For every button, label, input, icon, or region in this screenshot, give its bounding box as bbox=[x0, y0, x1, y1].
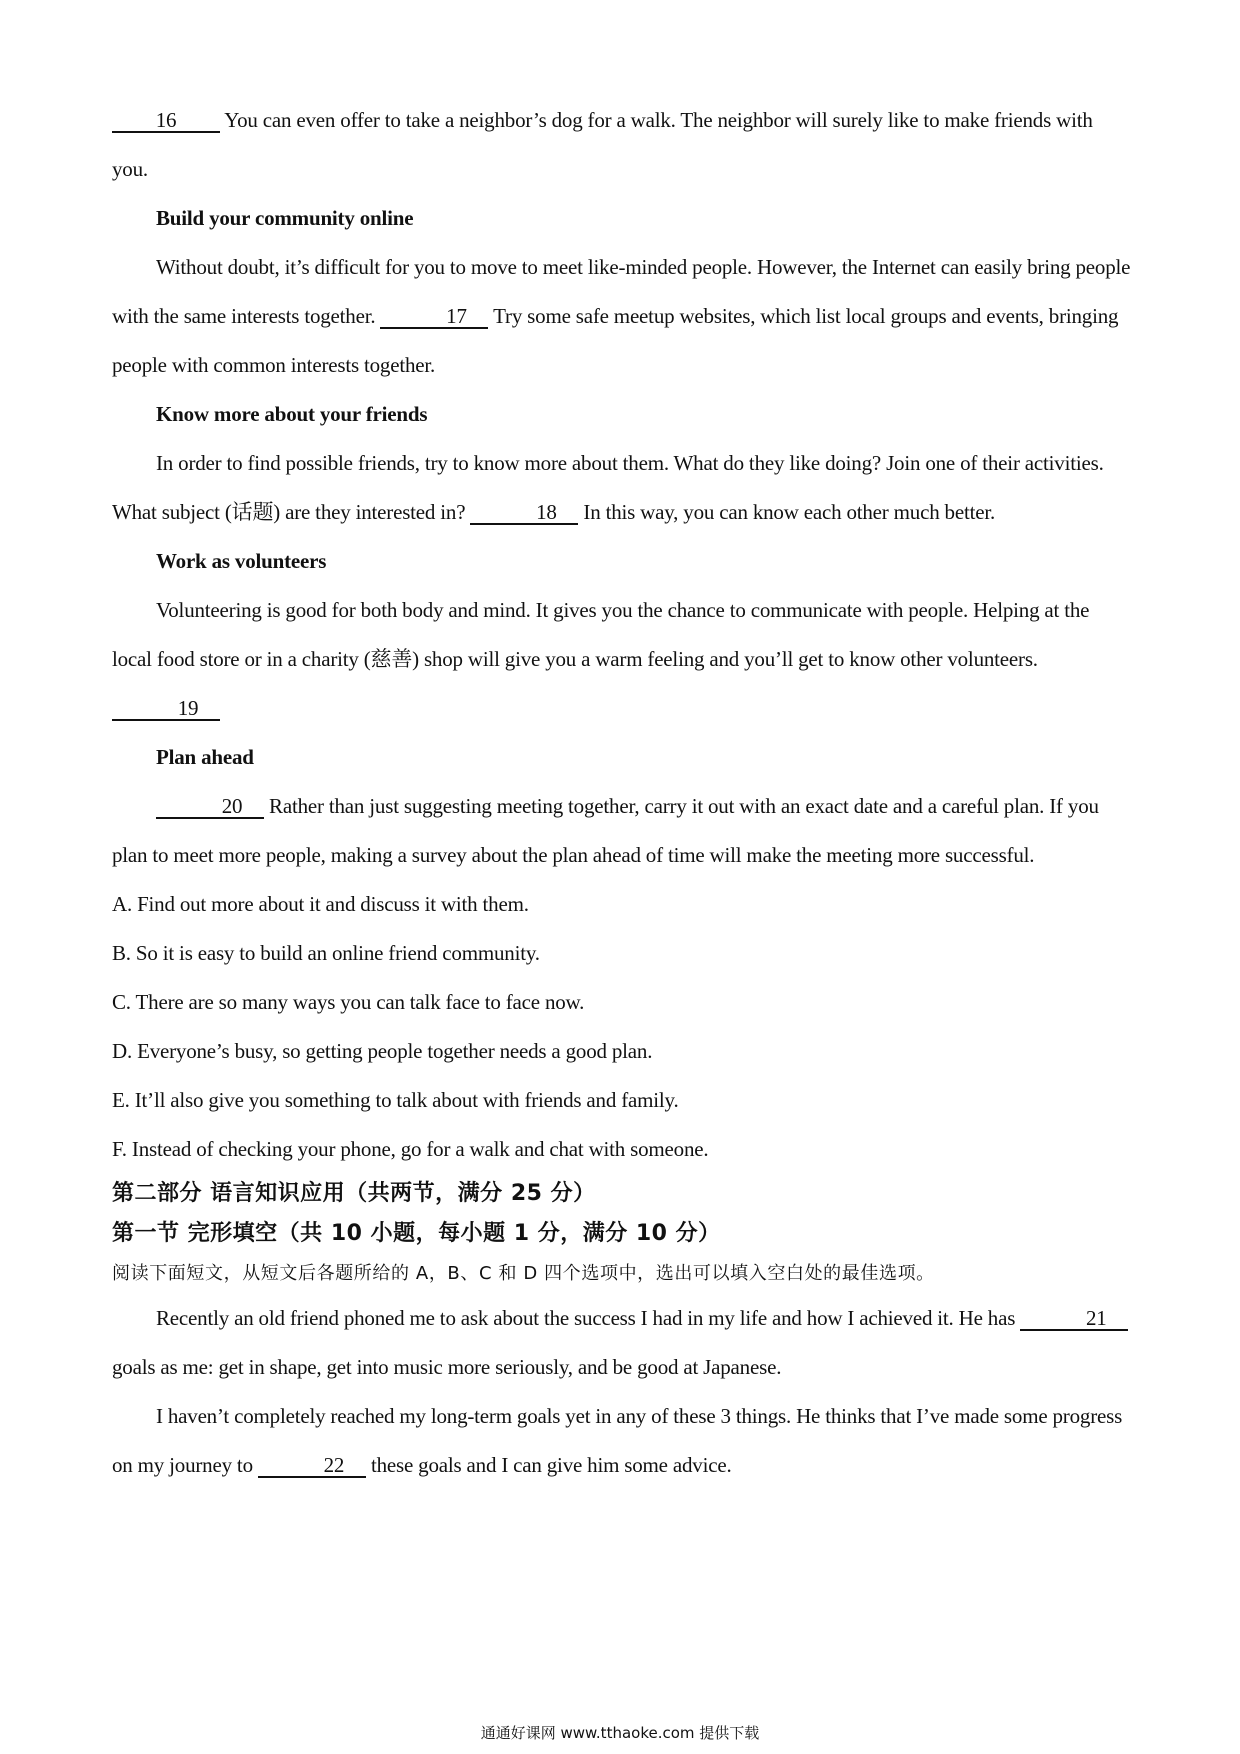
heading-know-friends: Know more about your friends bbox=[156, 402, 428, 426]
paragraph-text: Try some safe meetup websites, which list local groups and events, bringing people with common interests together. bbox=[112, 304, 1119, 377]
answer-blank-22[interactable]: 22 bbox=[258, 1454, 366, 1478]
options-list bbox=[112, 880, 1132, 1174]
paragraph-text: In order to find possible friends, try to know more about them. What do they like doing? Join one of their activities. What subject (话题) are they interested in? bbox=[112, 451, 1104, 524]
paragraph-text: Rather than just suggesting meeting together, carry it out with an exact date and a careful plan. If you plan to meet more people, making a survey about the plan ahead of time will make the meeting more successful. bbox=[112, 794, 1099, 867]
option-c: C. There are so many ways you can talk face to face now. bbox=[112, 990, 585, 1014]
option-b: B. So it is easy to build an online friend community. bbox=[112, 941, 540, 965]
option-d: D. Everyone’s busy, so getting people together needs a good plan. bbox=[112, 1039, 653, 1063]
paragraph-text: Recently an old friend phoned me to ask about the success I had in my life and how I achieved it. He has bbox=[156, 1306, 1021, 1330]
paragraph-text: In this way, you can know each other much better. bbox=[578, 500, 996, 524]
paragraph-text: Volunteering is good for both body and mind. It gives you the chance to communicate with people. Helping at the local food store or in a charity (慈善) shop will give you a warm feeling and you’ll get to know other volunteers. bbox=[112, 598, 1090, 671]
section-one-title: 第一节 完形填空（共 10 小题，每小题 1 分，满分 10 分） bbox=[112, 1221, 721, 1246]
page-footer: 通通好课网 www.tthaoke.com 提供下载 bbox=[480, 1724, 760, 1742]
paragraph-plan bbox=[112, 782, 1132, 880]
paragraph-friends bbox=[112, 439, 1132, 537]
option-f: F. Instead of checking your phone, go for a walk and chat with someone. bbox=[112, 1137, 709, 1161]
answer-blank-17[interactable]: 17 bbox=[380, 305, 488, 329]
answer-blank-16[interactable]: 16 bbox=[112, 109, 220, 133]
paragraph-text: You can even offer to take a neighbor’s dog for a walk. The neighbor will surely like to make friends with you. bbox=[112, 108, 1093, 181]
paragraph-intro bbox=[112, 96, 1132, 194]
paragraph-volunteers bbox=[112, 586, 1132, 733]
option-a: A. Find out more about it and discuss it with them. bbox=[112, 892, 529, 916]
answer-blank-19[interactable]: 19 bbox=[112, 697, 220, 721]
option-e: E. It’ll also give you something to talk about with friends and family. bbox=[112, 1088, 679, 1112]
heading-build-community-online: Build your community online bbox=[156, 206, 414, 230]
answer-blank-18[interactable]: 18 bbox=[470, 501, 578, 525]
paragraph-text: I haven’t completely reached my long-term goals yet in any of these 3 things. He thinks that I’ve made some progress on my journey to bbox=[112, 1404, 1123, 1477]
answer-blank-21[interactable]: 21 bbox=[1020, 1307, 1128, 1331]
page-content bbox=[112, 96, 1132, 1490]
heading-work-volunteers: Work as volunteers bbox=[156, 549, 327, 573]
heading-plan-ahead: Plan ahead bbox=[156, 745, 254, 769]
paragraph-text: goals as me: get in shape, get into music more seriously, and be good at Japanese. bbox=[112, 1355, 782, 1379]
part-two-title: 第二部分 语言知识应用（共两节，满分 25 分） bbox=[112, 1181, 596, 1206]
cloze-paragraph-2 bbox=[112, 1392, 1132, 1490]
paragraph-text: Without doubt, it’s difficult for you to move to meet like-minded people. However, the Internet can easily bring people with the same interests together. bbox=[112, 255, 1131, 328]
answer-blank-20[interactable]: 20 bbox=[156, 795, 264, 819]
paragraph-text: these goals and I can give him some advice. bbox=[365, 1453, 732, 1477]
cloze-instruction: 阅读下面短文，从短文后各题所给的 A，B、C 和 D 四个选项中，选出可以填入空白处的最佳选项。 bbox=[112, 1263, 935, 1284]
paragraph-online bbox=[112, 243, 1132, 390]
cloze-paragraph-1 bbox=[112, 1294, 1132, 1392]
